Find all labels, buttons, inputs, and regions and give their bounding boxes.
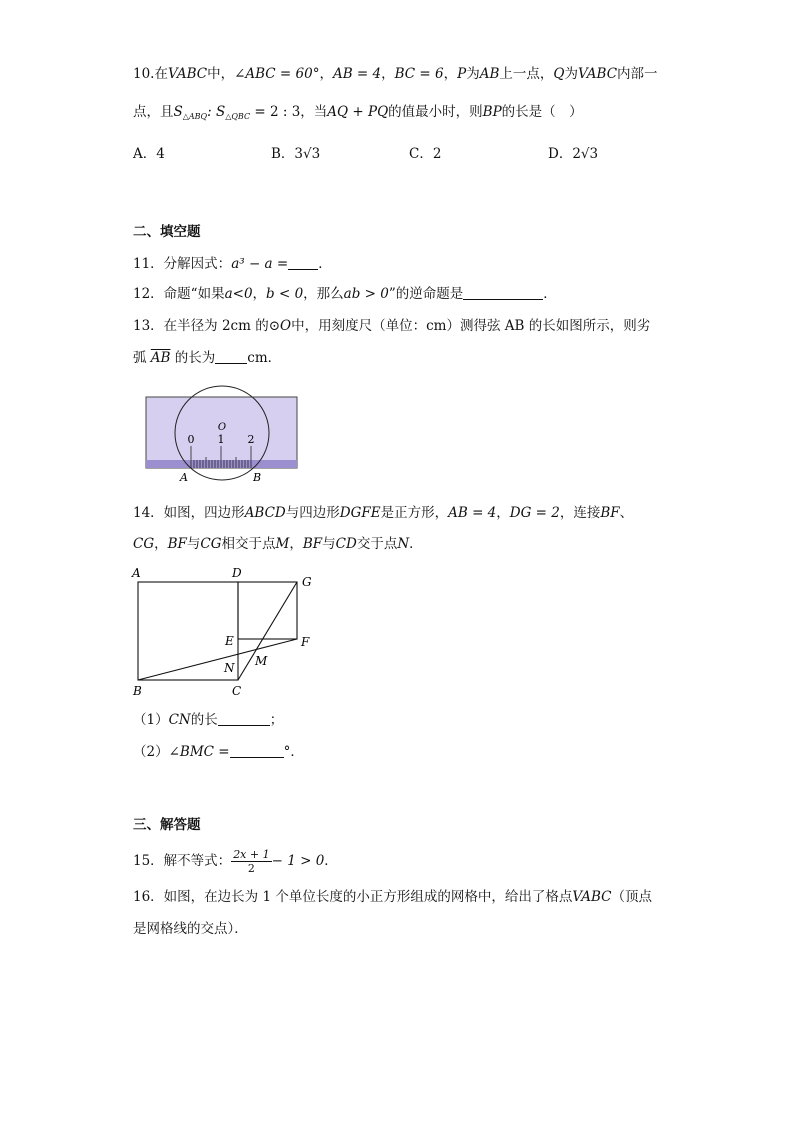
q13-ruler-figure (140, 378, 305, 486)
label-a: A (180, 471, 188, 484)
q13-line2: 弧 $\overline{AB}$ 的长为 cm． (133, 350, 282, 366)
point-label-c: C (232, 684, 242, 698)
point-label-g: G (302, 575, 312, 589)
point-label-e: E (225, 634, 234, 648)
q13-blank (215, 349, 247, 364)
q13-line1: 13．在半径为 2cm 的⊙O中，用刻度尺（单位：cm）测得弦 AB 的长如图所示，则劣 (133, 318, 651, 334)
q11: 11．分解因式：a³ − a = ． (133, 256, 332, 272)
q14-sub1: （1）CN的长 ； (133, 712, 284, 728)
q14-squares-figure (128, 562, 328, 700)
point-label-n: N (224, 661, 235, 675)
q10-option-a: A．4 (133, 146, 165, 162)
q12: 12．命题“如果a<0，b < 0，那么ab > 0”的逆命题是 ． (133, 286, 557, 302)
figure-lines (138, 582, 297, 680)
tick-label-1: 1 (217, 433, 225, 446)
q10-line1: 10.在VABC中，∠ABC = 60°，AB = 4，BC = 6，P为AB上一点，Q为VABC内部一 (133, 66, 658, 82)
section-fill-in: 二、填空题 (133, 224, 201, 240)
tick-label-0: 0 (187, 433, 195, 446)
segment-bf (138, 639, 297, 680)
q10-line2: 点，且$S_{\triangle ABQ}$: $S_{\triangle QBC} = 2$ : 3，当AQ + PQ的值最小时，则BP的长是（ ） (133, 104, 583, 121)
q16-line1: 16．如图，在边长为 1 个单位长度的小正方形组成的网格中，给出了格点VABC（顶点 (133, 889, 652, 905)
tick-label-2: 2 (247, 433, 255, 446)
q14-sub2: （2）∠BMC = °． (133, 744, 304, 760)
label-b: B (252, 471, 262, 484)
q15-fraction: $\frac{2x + 1}{2}$ (233, 848, 270, 875)
q10-option-b: B．3√3 (271, 146, 321, 162)
q14-line1: 14．如图，四边形ABCD与四边形DGFE是正方形，AB = 4，DG = 2，连接BF、 (133, 505, 634, 521)
ruler-band (146, 460, 297, 468)
point-label-m: M (255, 654, 268, 668)
q14-sub1-blank (218, 711, 270, 726)
q11-blank (288, 255, 318, 270)
q12-blank (463, 285, 543, 300)
square-abcd (138, 582, 238, 680)
label-o: O (217, 422, 227, 433)
q10-option-c: C．2 (409, 146, 442, 162)
q14-line2: CG，BF与CG相交于点M，BF与CD交于点N． (133, 536, 423, 552)
section-solve: 三、解答题 (133, 817, 201, 833)
q16-line2: 是网格线的交点）． (133, 921, 248, 937)
point-label-b: B (133, 684, 142, 698)
q15: 15．解不等式： $\frac{2x + 1}{2}$ − 1 > 0． (133, 848, 338, 875)
point-label-f: F (301, 635, 310, 649)
point-label-a: A (132, 566, 141, 580)
point-label-d: D (232, 566, 242, 580)
q10-option-d: D．2√3 (548, 146, 599, 162)
q14-sub2-blank (230, 743, 284, 758)
segment-cg (238, 582, 297, 680)
